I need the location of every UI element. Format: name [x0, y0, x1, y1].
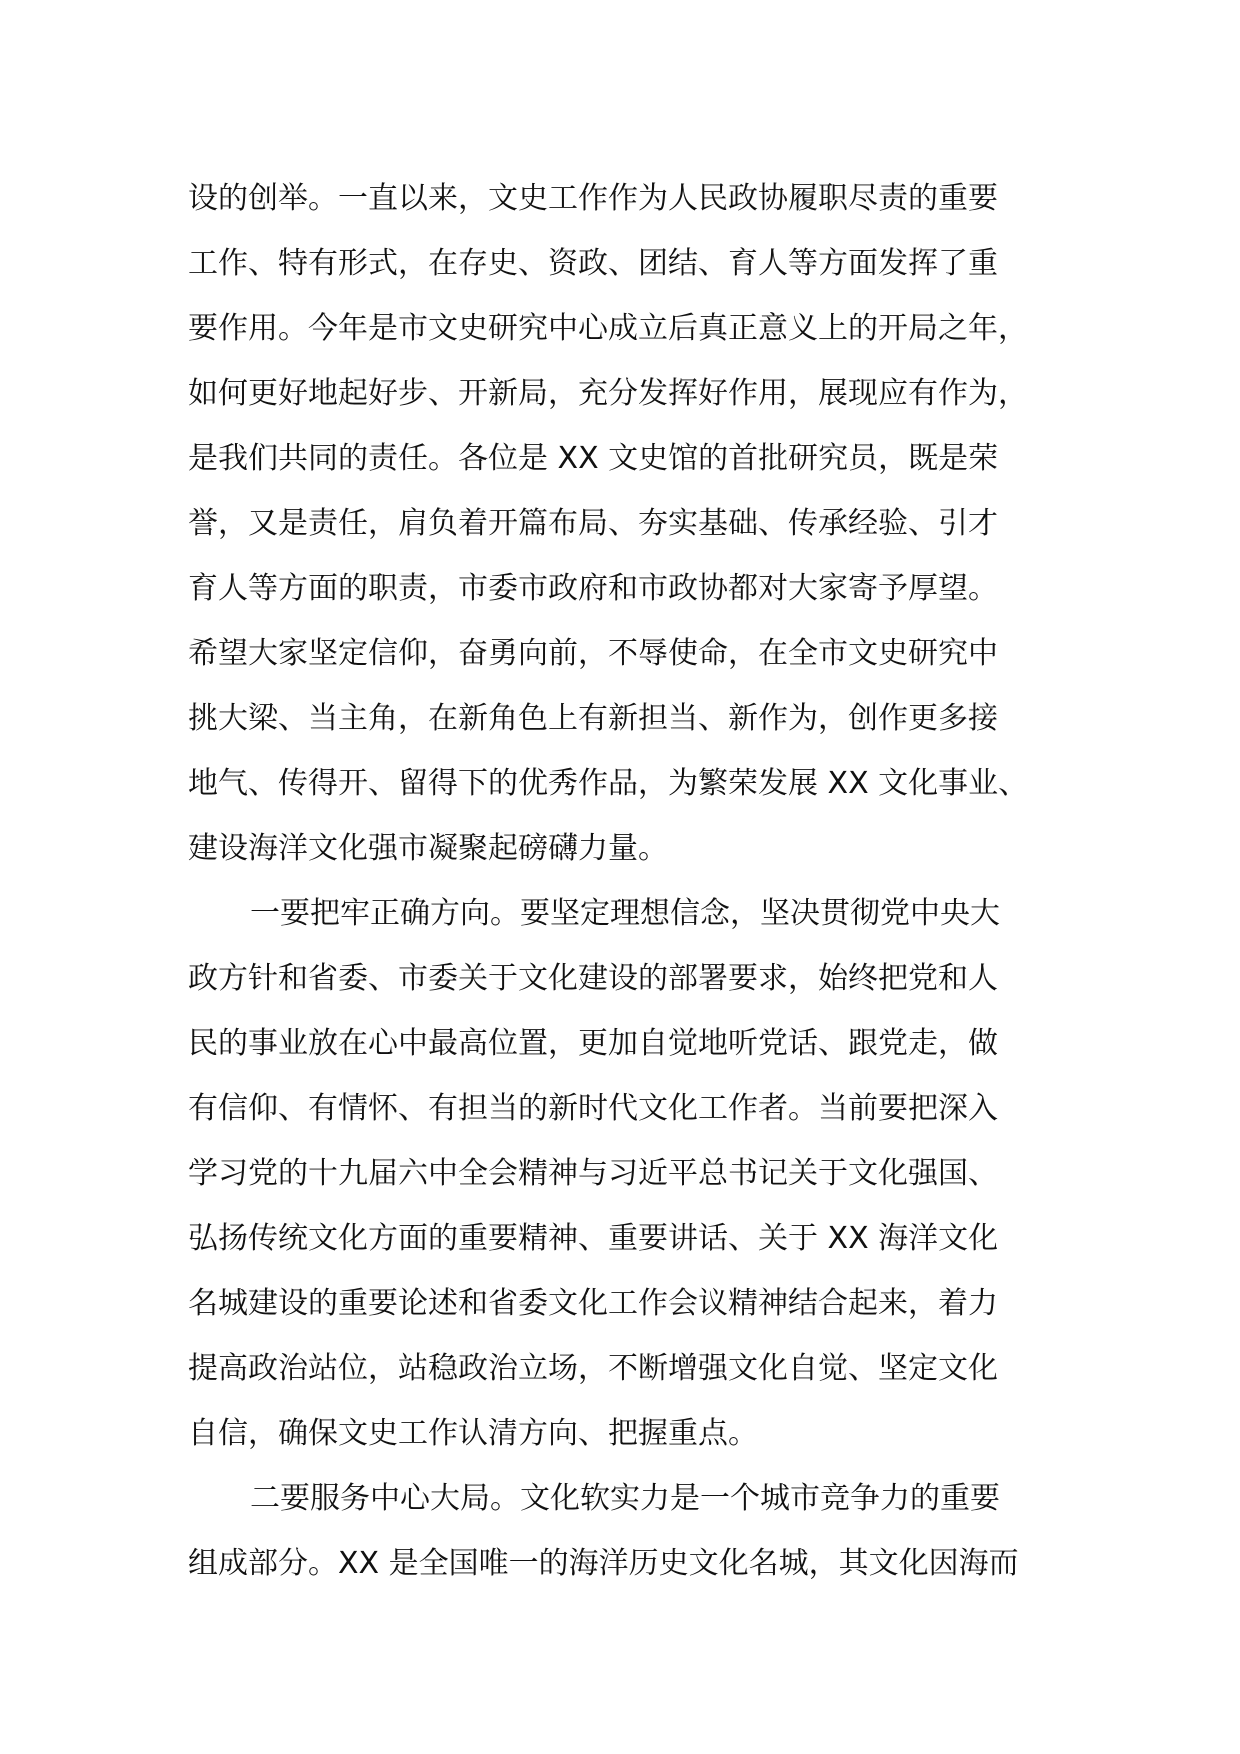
text-line: 政方针和省委、市委关于文化建设的部署要求，始终把党和人 — [188, 961, 998, 996]
text-line: 希望大家坚定信仰，奋勇向前，不辱使命，在全市文史研究中 — [188, 636, 998, 671]
text-line: 弘扬传统文化方面的重要精神、重要讲话、关于 XX 海洋文化 — [188, 1221, 999, 1256]
text-line: 学习党的十九届六中全会精神与习近平总书记关于文化强国、 — [188, 1156, 998, 1191]
text-line: 组成部分。XX 是全国唯一的海洋历史文化名城，其文化因海而 — [188, 1546, 1019, 1581]
text-line: 誉，又是责任，肩负着开篇布局、夯实基础、传承经验、引才 — [188, 506, 998, 541]
text-line: 设的创举。一直以来，文史工作作为人民政协履职尽责的重要 — [188, 181, 998, 216]
paragraph-start-line: 一要把牢正确方向。要坚定理想信念，坚决贯彻党中央大 — [250, 896, 1000, 931]
text-line: 挑大梁、当主角，在新角色上有新担当、新作为，创作更多接 — [188, 701, 998, 736]
text-line: 建设海洋文化强市凝聚起磅礴力量。 — [188, 831, 668, 866]
text-line: 是我们共同的责任。各位是 XX 文史馆的首批研究员，既是荣 — [188, 441, 999, 476]
text-line: 要作用。今年是市文史研究中心成立后真正意义上的开局之年， — [188, 311, 1028, 346]
text-line: 提高政治站位，站稳政治立场，不断增强文化自觉、坚定文化 — [188, 1351, 998, 1386]
text-line: 如何更好地起好步、开新局，充分发挥好作用，展现应有作为， — [188, 376, 1028, 411]
body-text — [188, 166, 1068, 1596]
text-line: 自信，确保文史工作认清方向、把握重点。 — [188, 1416, 758, 1451]
text-line: 民的事业放在心中最高位置，更加自觉地听党话、跟党走，做 — [188, 1026, 998, 1061]
paragraph-start-line: 二要服务中心大局。文化软实力是一个城市竞争力的重要 — [250, 1481, 1000, 1516]
text-line: 地气、传得开、留得下的优秀作品，为繁荣发展 XX 文化事业、 — [188, 766, 1029, 801]
text-line: 有信仰、有情怀、有担当的新时代文化工作者。当前要把深入 — [188, 1091, 998, 1126]
text-line: 育人等方面的职责，市委市政府和市政协都对大家寄予厚望。 — [188, 571, 998, 606]
text-line: 工作、特有形式，在存史、资政、团结、育人等方面发挥了重 — [188, 246, 998, 281]
text-line: 名城建设的重要论述和省委文化工作会议精神结合起来，着力 — [188, 1286, 998, 1321]
